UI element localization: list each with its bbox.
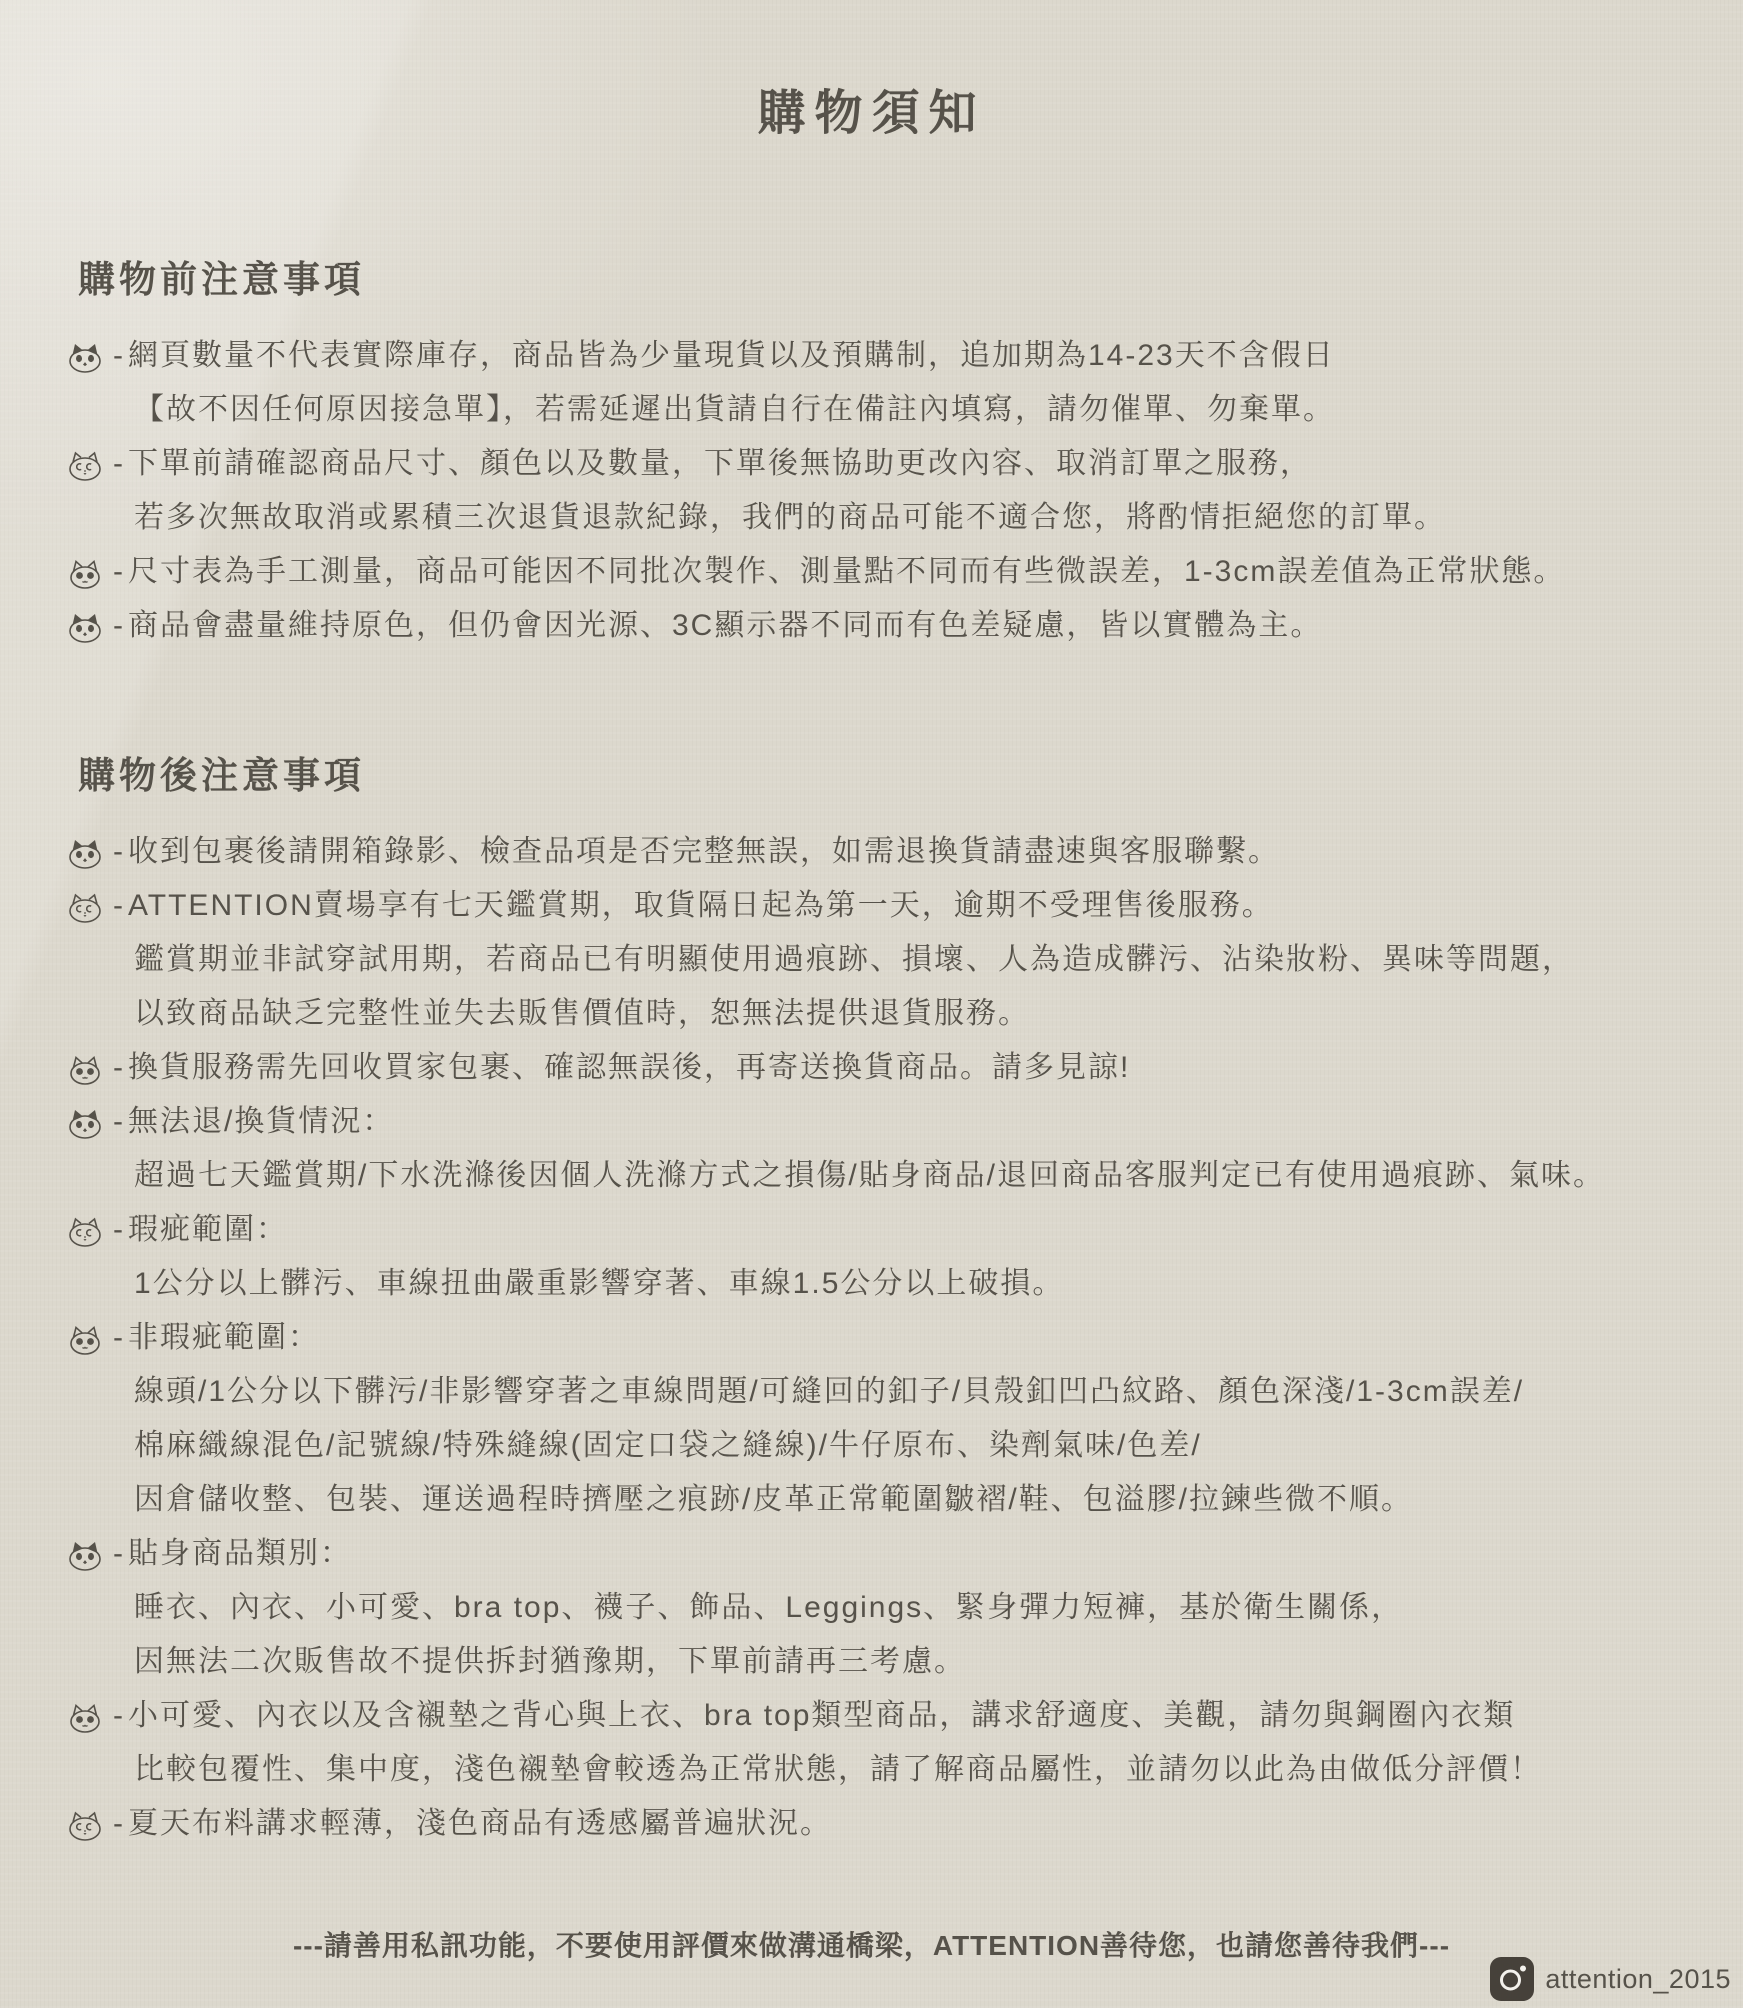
section-1 xyxy=(62,249,1723,653)
item-list xyxy=(62,825,1723,1851)
list-item xyxy=(62,329,1723,437)
bullet-dash: - xyxy=(113,1807,123,1840)
cat-sleepy-icon xyxy=(62,437,108,482)
item-line xyxy=(62,1149,1723,1203)
instagram-badge xyxy=(1489,1956,1731,2002)
cat-round-eyes-icon xyxy=(62,1311,108,1356)
cat-sleepy-icon xyxy=(62,879,108,924)
bullet-dash: - xyxy=(113,1105,123,1138)
list-item xyxy=(62,599,1723,653)
bullet-dash: - xyxy=(113,555,123,588)
item-line xyxy=(62,1635,1723,1689)
list-item xyxy=(62,879,1723,1041)
instagram-handle: attention_2015 xyxy=(1545,1963,1731,1994)
item-text: 小可愛、內衣以及含襯墊之背心與上衣、bra top類型商品，講求舒適度、美觀，請勿與鋼圈內衣類 xyxy=(128,1699,1516,1732)
bullet-dash: - xyxy=(113,1051,123,1084)
item-line xyxy=(62,329,1723,383)
notice-body xyxy=(62,249,1723,1851)
item-text: 換貨服務需先回收買家包裹、確認無誤後，再寄送換貨商品。請多見諒! xyxy=(128,1051,1131,1084)
item-line xyxy=(62,987,1723,1041)
list-item xyxy=(62,1527,1723,1689)
item-line xyxy=(62,1527,1723,1581)
item-text: 【故不因任何原因接急單】，若需延遲出貨請自行在備註內填寫，請勿催單、勿棄單。 xyxy=(134,393,1335,426)
item-line xyxy=(62,383,1723,437)
item-line xyxy=(62,879,1723,933)
item-line xyxy=(62,1473,1723,1527)
item-line xyxy=(62,1257,1723,1311)
list-item xyxy=(62,1095,1723,1203)
item-text: ATTENTION賣場享有七天鑑賞期，取貨隔日起為第一天，逾期不受理售後服務。 xyxy=(128,889,1274,922)
list-item xyxy=(62,437,1723,545)
bullet-dash: - xyxy=(113,1213,123,1246)
item-text: 商品會盡量維持原色，但仍會因光源、3C顯示器不同而有色差疑慮，皆以實體為主。 xyxy=(128,609,1323,642)
cat-round-eyes-icon xyxy=(62,1041,108,1086)
cat-patch-ears-icon xyxy=(62,329,108,374)
item-line xyxy=(62,1689,1723,1743)
cat-sleepy-icon xyxy=(62,1203,108,1248)
list-item xyxy=(62,1797,1723,1851)
item-line xyxy=(62,825,1723,879)
list-item xyxy=(62,1041,1723,1095)
list-item xyxy=(62,545,1723,599)
footer-note: ---請善用私訊功能，不要使用評價來做溝通橋梁，ATTENTION善待您，也請您善待我們--- xyxy=(292,1930,1451,1961)
bullet-dash: - xyxy=(113,835,123,868)
item-list xyxy=(62,329,1723,653)
cat-patch-ears-icon xyxy=(62,599,108,644)
section-heading: 購物後注意事項 xyxy=(78,755,365,796)
cat-round-eyes-icon xyxy=(62,1689,108,1734)
bullet-dash: - xyxy=(113,447,123,480)
item-line xyxy=(62,1581,1723,1635)
item-text: 因無法二次販售故不提供拆封猶豫期，下單前請再三考慮。 xyxy=(134,1645,966,1678)
item-line xyxy=(62,1419,1723,1473)
item-text: 夏天布料講求輕薄，淺色商品有透感屬普遍狀況。 xyxy=(128,1807,832,1840)
list-item xyxy=(62,1689,1723,1797)
bullet-dash: - xyxy=(113,1537,123,1570)
item-line xyxy=(62,491,1723,545)
list-item xyxy=(62,1203,1723,1311)
page-title: 購物須知 xyxy=(757,87,986,140)
item-text: 超過七天鑑賞期/下水洗滌後因個人洗滌方式之損傷/貼身商品/退回商品客服判定已有使用過痕跡、氣味。 xyxy=(134,1159,1606,1192)
cat-patch-ears-icon xyxy=(62,1095,108,1140)
item-text: 比較包覆性、集中度，淺色襯墊會較透為正常狀態，請了解商品屬性，並請勿以此為由做低分評價！ xyxy=(134,1753,1542,1786)
bullet-dash: - xyxy=(113,339,123,372)
item-line xyxy=(62,933,1723,987)
item-text: 瑕疵範圍： xyxy=(128,1213,288,1246)
bullet-dash: - xyxy=(113,1321,123,1354)
list-item xyxy=(62,1311,1723,1527)
item-text: 棉麻織線混色/記號線/特殊縫線(固定口袋之縫線)/牛仔原布、染劑氣味/色差/ xyxy=(134,1429,1202,1462)
bullet-dash: - xyxy=(113,609,123,642)
item-text: 1公分以上髒污、車線扭曲嚴重影響穿著、車線1.5公分以上破損。 xyxy=(134,1267,1065,1300)
cat-patch-ears-icon xyxy=(62,1527,108,1572)
item-line xyxy=(62,599,1723,653)
item-text: 睡衣、內衣、小可愛、bra top、襪子、飾品、Leggings、緊身彈力短褲，基於衛生關係， xyxy=(134,1591,1404,1624)
cat-sleepy-icon xyxy=(62,1797,108,1842)
item-text: 以致商品缺乏完整性並失去販售價值時，恕無法提供退貨服務。 xyxy=(134,997,1030,1030)
cat-round-eyes-icon xyxy=(62,545,108,590)
list-item xyxy=(62,825,1723,879)
item-text: 因倉儲收整、包裝、運送過程時擠壓之痕跡/皮革正常範圍皺褶/鞋、包溢膠/拉鍊些微不順。 xyxy=(134,1483,1414,1516)
item-text: 尺寸表為手工測量，商品可能因不同批次製作、測量點不同而有些微誤差，1-3cm誤差值為正常狀態。 xyxy=(128,555,1566,588)
item-text: 收到包裹後請開箱錄影、檢查品項是否完整無誤，如需退換貨請盡速與客服聯繫。 xyxy=(128,835,1280,868)
section-heading: 購物前注意事項 xyxy=(78,259,365,300)
item-text: 非瑕疵範圍： xyxy=(128,1321,320,1354)
item-text: 若多次無故取消或累積三次退貨退款紀錄，我們的商品可能不適合您，將酌情拒絕您的訂單。 xyxy=(134,501,1446,534)
bullet-dash: - xyxy=(113,889,123,922)
instagram-icon xyxy=(1489,1956,1535,2002)
item-line xyxy=(62,545,1723,599)
section-2 xyxy=(62,745,1723,1851)
item-text: 網頁數量不代表實際庫存，商品皆為少量現貨以及預購制，追加期為14-23天不含假日 xyxy=(128,339,1335,372)
item-text: 無法退/換貨情況： xyxy=(128,1105,395,1138)
item-line xyxy=(62,1797,1723,1851)
bullet-dash: - xyxy=(113,1699,123,1732)
item-text: 鑑賞期並非試穿試用期，若商品已有明顯使用過痕跡、損壞、人為造成髒污、沾染妝粉、異味等問題， xyxy=(134,943,1574,976)
cat-patch-ears-icon xyxy=(62,825,108,870)
item-line xyxy=(62,1311,1723,1365)
item-line xyxy=(62,1095,1723,1149)
item-line xyxy=(62,1743,1723,1797)
item-text: 下單前請確認商品尺寸、顏色以及數量，下單後無協助更改內容、取消訂單之服務， xyxy=(128,447,1312,480)
item-line xyxy=(62,437,1723,491)
item-text: 貼身商品類別： xyxy=(128,1537,352,1570)
item-line xyxy=(62,1365,1723,1419)
item-line xyxy=(62,1041,1723,1095)
item-line xyxy=(62,1203,1723,1257)
item-text: 線頭/1公分以下髒污/非影響穿著之車線問題/可縫回的釦子/貝殼釦凹凸紋路、顏色深淺/1-3cm誤差/ xyxy=(134,1375,1525,1408)
